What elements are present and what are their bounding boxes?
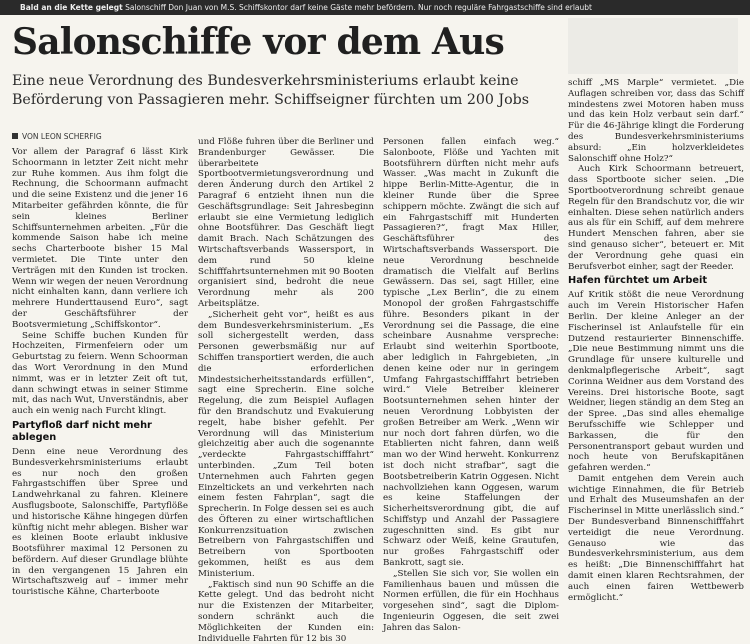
- paragraph: Seine Schiffe buchen Kunden für Hochzeiten, Firmenfeiern oder um Geburtstag zu feiern. Wenn Schoorman das Wort Verordnung in den Mund nimmt, was er in letzter Zeit oft tut, dann schwingt etwas in seiner Stimme mit, das nach Wut, Unverständnis, aber auch ein wenig nach Furcht klingt.: [12, 330, 188, 417]
- article-column-2: [198, 137, 374, 644]
- paragraph: schiff „MS Marple“ vermietet. „Die Auflagen schreiben vor, dass das Schiff mindestens zwei Motoren haben muss und das kein Holz verbaut sein darf.“ Für die 46-Jährige klingt die Forderung des Bundesverkehrsministeriums absurd: „Ein holzverkleidetes Salonschiff ohne Holz?“: [568, 78, 744, 164]
- photo-fragment: [568, 18, 738, 74]
- article-column-4: [568, 78, 744, 603]
- subheading: Hafen fürchtet um Arbeit: [568, 275, 708, 287]
- subheading: Partyfloß darf nicht mehr ablegen: [12, 419, 152, 443]
- headline: Salonschiffe vor dem Aus: [12, 21, 504, 63]
- paragraph: Denn eine neue Verordnung des Bundesverkehrsministeriums erlaubt es nur noch den großen Fahrgastschiffen über Spree und Landwehrkanal zu fahren. Kleinere Ausflugsboote, Salonschiffe, Partyflöße und historische Kähne hingegen dürfen künftig nicht mehr ablegen. Bisher war es kleinen Boote erlaubt inklusive Bootsführer maximal 12 Personen zu befördern. Auf dieser Grundlage blühte in den vergangenen 15 Jahren ein Wirtschaftszweig auf – immer mehr touristische Kähne, Charterboote: [12, 446, 188, 598]
- paragraph: „Faktisch sind nun 90 Schiffe an die Kette gelegt. Und das bedroht nicht nur die Existenzen der Mitarbeiter, sondern schränkt auch die Möglichkeiten der Kunden ein: Individuelle Fahrten für 12 bis 30: [198, 579, 374, 644]
- paragraph: Personen fallen einfach weg.“ Salonboote, Flöße und Yachten mit Bootsführern dürften nicht mehr aufs Wasser. „Was macht in Zukunft die hippe Berlin-Mitte-Agentur, die in kleiner Runde über die Spree schippern möchte. Zwängt die sich auf ein Fahrgastschiff mit Hunderten Passagieren?“, fragt Max Hiller, Geschäftsführer des Wirtschaftsverbands Wassersport. Die neue Verordnung beschneide dramatisch die Vielfalt auf Berlins Gewässern. Das sei, sagt Hiller, eine typische „Lex Berlin“, die zu einem Monopol der großen Fahrgastschiffe führe. Besonders pikant in der Verordnung sei die Passage, die eine scheinbare Ausnahme verspreche: Erlaubt sind weiterhin Sportboote, aber lediglich in Fahrgebieten, „in denen keine oder nur in geringem Umfang Fahrgastschifffahrt betrieben wird.“ Viele Betreiber kleinerer Bootsunternehmen sehen hinter der neuen Verordnung Lobbyisten der großen Betreiber am Werk. „Wenn wir nur noch dort fahren dürfen, wo die Etablierten nicht fahren, dann weiß man wo der Wind herweht. Konkurrenz ist doch nicht strafbar“, sagt die Bootsbetreiberin Katrin Oggesen. Nicht nachvollziehen kann Oggesen, warum es keine Staffelungen der Sicherheitsverordnung gibt, die auf Schiffstyp und Anzahl der Passagiere zugeschnitten sind. Es gibt nur Schwarz oder Weiß, keine Grautufen, nur großes Fahrgastschiff oder Bankrott, sagt sie.: [383, 137, 559, 569]
- byline: [12, 131, 192, 143]
- article-column-3: [383, 137, 559, 633]
- byline-text: VON LEON SCHERFIG: [22, 132, 102, 141]
- byline-square-icon: [12, 133, 18, 139]
- photo-caption-text: Salonschiff Don Juan von M.S. Schiffskontor darf keine Gäste mehr befördern. Nur noch reguläre Fahrgastschiffe sind erlaubt: [122, 3, 592, 12]
- paragraph: Vor allem der Paragraf 6 lässt Kirk Schoormann in letzter Zeit nicht mehr zur Ruhe kommen. Aus ihm folgt die Rechnung, die Schoormann aufmacht und die seine Existenz und die jener 16 Mitarbeiter gefährden könnte, die für sein kleines Berliner Schiffsunternehmen arbeiten. „Für die kommende Saison habe ich meine sechs Charterboote bisher 15 Mal vermietet. Die Tinte unter den Verträgen mit den Kunden ist trocken. Wenn wir wegen der neuen Verordnung nicht einhalten kann, dann verliere ich mehrere Hunderttausend Euro“, sagt der Geschäftsführer der Bootsvermietung „Schiffskontor“.: [12, 147, 188, 330]
- photo-caption-strip: [0, 0, 750, 15]
- paragraph: Damit entgehen dem Verein auch wichtige Einnahmen, die für Betrieb und Erhalt des Museumshafen an der Fischerinsel in Mitte unerlässlich sind.“ Der Bundesverband Binnenschifffahrt verteidigt die neue Verordnung. Genauso wie das Bundesverkehrsministerium, aus dem es heißt: „Die Binnenschifffahrt hat damit einen klaren Rechtsrahmen, der auch einen fairen Wettbewerb ermöglicht.“: [568, 473, 744, 603]
- paragraph: und Flöße fuhren über die Berliner und Brandenburger Gewässer. Die überarbeitete Sportbootvermietungsverordnung und deren Änderung durch den Artikel 2 Paragraf 6 entzieht ihnen nun die Geschäftsgrundlage: Seit Jahresbeginn erlaubt sie eine Vermietung lediglich ohne Bootsführer. Das Geschäft liegt damit Brach. Nach Schätzungen des Wirtschaftsverbands Wassersport, in dem rund 50 kleine Schifffahrtsunternehmen mit 90 Booten organisiert sind, bedroht die neue Verordnung mehr als 200 Arbeitsplätze.: [198, 137, 374, 309]
- paragraph: Auch Kirk Schoormann betreuert, dass Sportboote sicher seien. „Die Sportbootverordnung schreibt genaue Regeln für den Brandschutz vor, die wir einhalten. Diese sehen natürlich anders aus als für ein Schiff, auf dem mehrere Hundert Menschen fahren, aber sie sind genauso sicher“, beteuert er. Mit der Verordnung gehe quasi ein Berufsverbot einher, sagt der Reeder.: [568, 164, 744, 272]
- deck: Eine neue Verordnung des Bundesverkehrsministeriums erlaubt keine Beförderung von Passagieren mehr. Schiffseigner fürchten um 200 Jobs: [12, 73, 530, 108]
- photo-caption-bold: Bald an die Kette gelegt: [20, 3, 123, 12]
- paragraph: Auf Kritik stößt die neue Verordnung auch im Verein Historischer Hafen Berlin. Der kleine Anleger an der Fischerinsel ist Anlaufstelle für ein Dutzend restaurierter Binnenschiffe. „Die neue Bestimmung nimmt uns die Grundlage für unsere kulturelle und denkmalpflegerische Arbeit“, sagt Corinna Weidner aus dem Vorstand des Vereins. Drei historische Boote, sagt Weidner, liegen ständig an dem Steg an der Spree. „Das sind alles ehemalige Berufsschiffe wie Schlepper und Barkassen, die für den Personentransport gebaut wurden und noch heute von Berufskapitänen gefahren werden.“: [568, 290, 744, 474]
- paragraph: „Sicherheit geht vor“, heißt es aus dem Bundesverkehrsministerium. „Es soll sichergestellt werden, dass Personen gewerbsmäßig nur auf Schiffen transportiert werden, die auch die erforderlichen Mindestsicherheitsstandards erfüllen“, sagt eine Sprecherin. Eine solche Regelung, die zum Beispiel Auflagen für den Brandschutz und Evakuierung regelt, habe bisher gefehlt. Per Verordnung will das Ministerium gleichzeitig aber auch die sogenannte „verdeckte Fahrgastschifffahrt“ unterbinden. „Zum Teil boten Unternehmen auch Fahrten gegen Einzeltickets an und verkehrten nach einem festen Fahrplan“, sagt die Sprecherin. In Folge dessen sei es auch des Öfteren zu einer wirtschaftlichen Konkurrenzsituation zwischen Betreibern von Fahrgastschiffen und Betreibern von Sportbooten gekommen, heißt es aus dem Ministerium.: [198, 309, 374, 579]
- paragraph: „Stellen Sie sich vor, Sie wollen ein Familienhaus bauen und müssen die Normen erfüllen, die für ein Hochhaus vorgesehen sind“, sagt die Diplom-Ingenieurin Oggesen, die seit zwei Jahren das Salon-: [383, 568, 559, 633]
- article-column-1: [12, 147, 188, 598]
